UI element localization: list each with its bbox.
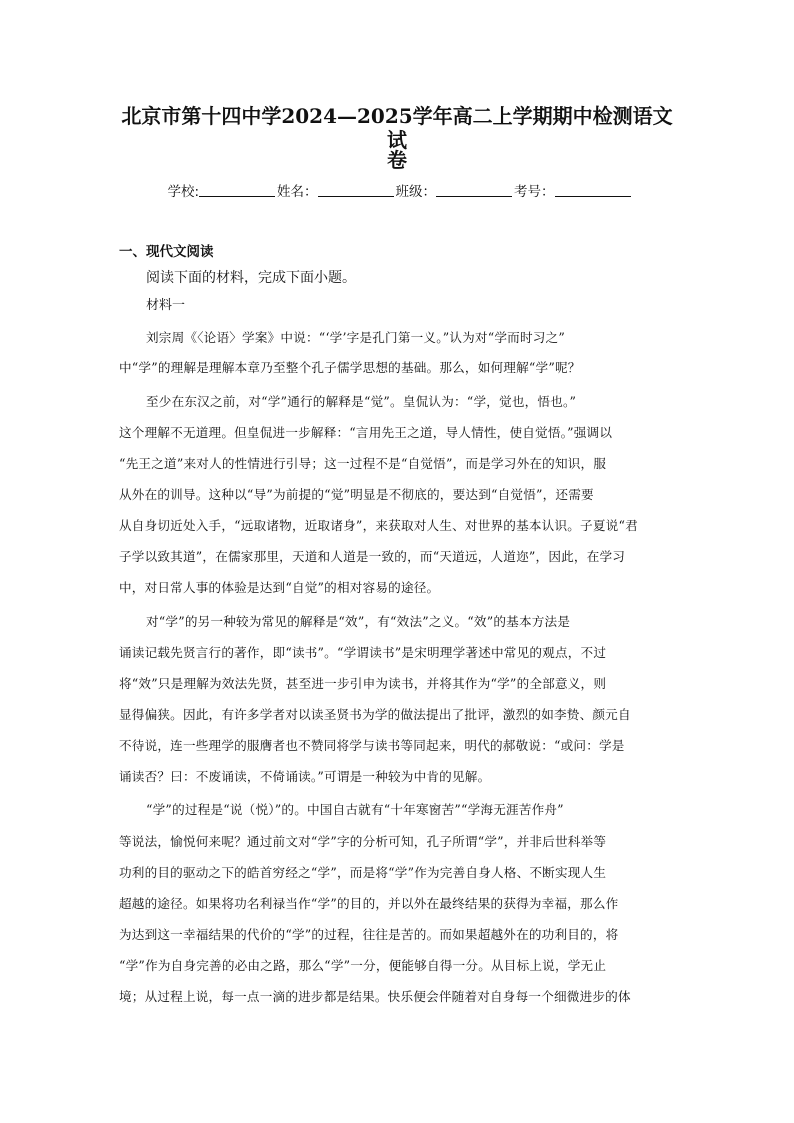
- paragraph-4-line: 境；从过程上说，每一点一滴的进步都是结果。快乐便会伴随着对自身每一个细微进步的体: [119, 989, 631, 1004]
- paragraph-2-line: 中，对日常人事的体验是达到“自觉”的相对容易的途径。: [119, 580, 440, 595]
- section-instruction: 阅读下面的材料，完成下面小题。: [146, 270, 356, 286]
- paragraph-4-line: 为达到这一幸福结果的代价的“学”的过程，往往是苦的。而如果超越外在的功利目的，将: [119, 927, 619, 942]
- paragraph-4-line: 功利的目的驱动之下的皓首穷经之“学”，而是将“学”作为完善自身人格、不断实现人生: [119, 865, 607, 880]
- student-info-row: [150, 182, 650, 202]
- name-blank[interactable]: [318, 182, 394, 197]
- name-label: 姓名：: [277, 184, 318, 200]
- paragraph-3-line: 对“学”的另一种较为常见的解释是“效”，有“效法”之义。“效”的基本方法是: [146, 614, 571, 629]
- exam-title-line2: 卷: [387, 148, 407, 172]
- class-label: 班级：: [395, 184, 437, 200]
- paragraph-2-line: 至少在东汉之前，对“学”通行的解释是“觉”。皇侃认为：“学，觉也，悟也。”: [146, 394, 577, 409]
- paragraph-1-line: 中“学”的理解是理解本章乃至整个孔子儒学思想的基础。那么，如何理解“学”呢？: [119, 360, 581, 375]
- paragraph-2-line: 从外在的训导。这种以“导”为前提的“觉”明显是不彻底的，要达到“自觉悟”，还需要: [119, 487, 594, 502]
- school-blank[interactable]: [199, 182, 275, 197]
- paragraph-4-line: “学”的过程是“说（悦）”的。中国自古就有“十年寒窗苦”“学海无涯苦作舟”: [146, 802, 564, 817]
- paragraph-3-line: 诵读否？曰：不废诵读，不倚诵读。”可谓是一种较为中肯的见解。: [119, 769, 491, 784]
- class-blank[interactable]: [436, 182, 512, 197]
- paragraph-4-line: 等说法，愉悦何来呢？通过前文对“学”字的分析可知，孔子所谓“学”，并非后世科举等: [119, 834, 607, 849]
- paragraph-4-line: 超越的途径。如果将功名利禄当作“学”的目的，并以外在最终结果的获得为幸福，那么作: [119, 896, 619, 911]
- paragraph-1-line: 刘宗周《〈论语〉学案》中说：“‘学’字是孔门第一义。”认为对“学而时习之”: [146, 330, 565, 345]
- exam-number-blank[interactable]: [555, 182, 631, 197]
- paragraph-3-line: 将“效”只是理解为效法先贤，甚至进一步引申为读书，并将其作为“学”的全部意义，则: [119, 676, 607, 691]
- paragraph-2-line: “先王之道”来对人的性情进行引导；这一过程不是“自觉悟”，而是学习外在的知识，服: [119, 456, 607, 471]
- material-label: 材料一: [146, 298, 186, 313]
- paragraph-3-line: 诵读记载先贤言行的著作，即“读书”。“学谓读书”是宋明理学著述中常见的观点，不过: [119, 645, 607, 660]
- paragraph-4-line: “学”作为自身完善的必由之路，那么“学”一分，便能够自得一分。从目标上说，学无止: [119, 958, 607, 973]
- paragraph-2-line: 子学以致其道”，在儒家那里，天道和人道是一致的，而“天道远，人道迩”，因此，在学习: [119, 549, 626, 564]
- paragraph-2-line: 这个理解不无道理。但皇侃进一步解释：“言用先王之道，导人情性，使自觉悟。”强调以: [119, 425, 613, 440]
- school-label: 学校:: [167, 184, 200, 200]
- paragraph-2-line: 从自身切近处入手，“远取诸物，近取诸身”，来获取对人生、对世界的基本认识。子夏说“君: [119, 518, 638, 533]
- paragraph-3-line: 显得偏狭。因此，有许多学者对以读圣贤书为学的做法提出了批评，激烈的如李贽、颜元自: [119, 707, 631, 722]
- exam-title-line1: 北京市第十四中学2024—2025学年高二上学期期中检测语文试: [121, 104, 673, 152]
- paragraph-3-line: 不待说，连一些理学的服膺者也不赞同将学与读书等同起来，明代的郝敬说：“或问：学是: [119, 738, 625, 753]
- section-heading: 一、现代文阅读: [119, 244, 214, 260]
- exam-number-label: 考号：: [514, 184, 555, 200]
